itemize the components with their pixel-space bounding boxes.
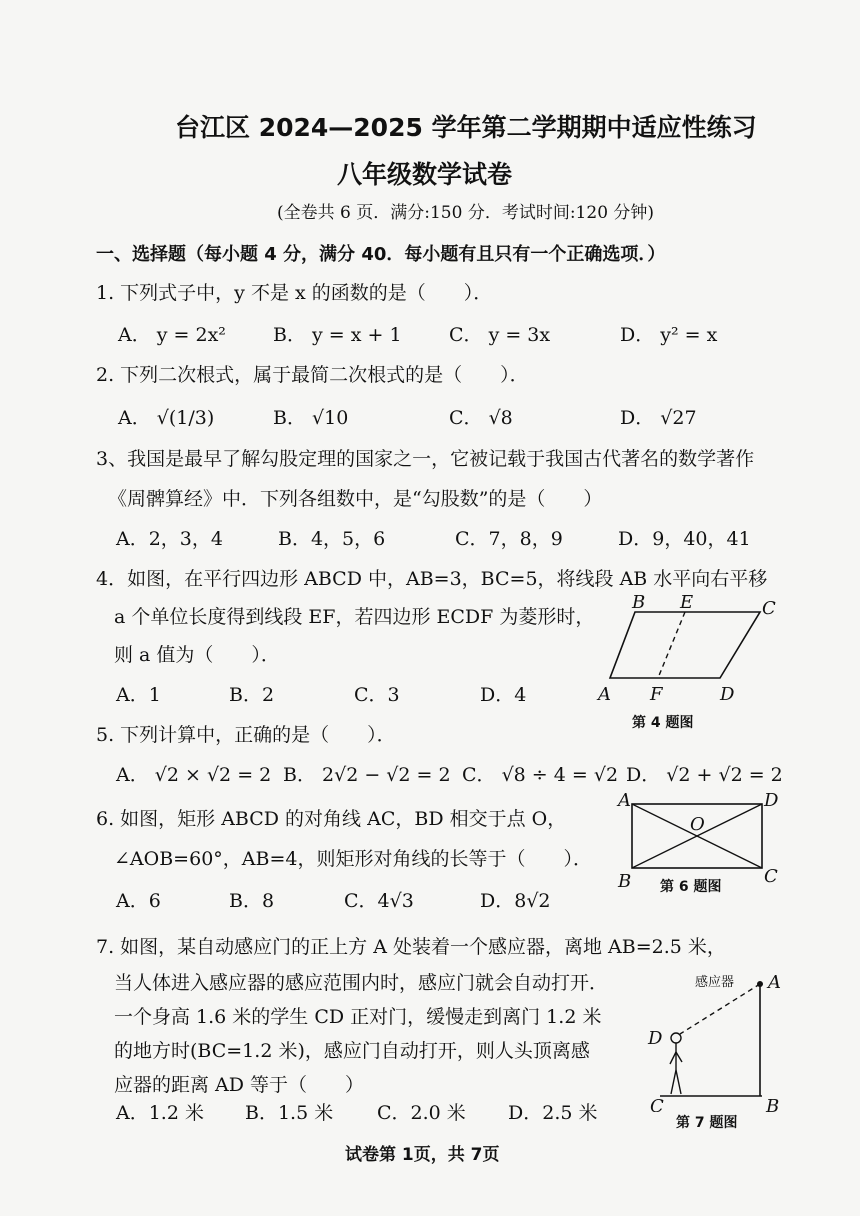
question-4-line2: a 个单位长度得到线段 EF，若四边形 ECDF 为菱形时， bbox=[114, 606, 595, 628]
question-4-line3: 则 a 值为（ ）． bbox=[114, 644, 280, 666]
figure-7-caption: 第 7 题图 bbox=[676, 1115, 738, 1131]
q1-option-d: D． y² = x bbox=[620, 324, 718, 346]
q6-option-a: A．6 bbox=[116, 890, 161, 912]
q1-option-a: A． y = 2x² bbox=[118, 324, 226, 346]
fig7-point-c: C bbox=[650, 1096, 664, 1112]
fig7-point-d: D bbox=[648, 1028, 663, 1049]
question-7-line1: 7. 如图，某自动感应门的正上方 A 处装着一个感应器，离地 AB=2.5 米， bbox=[96, 936, 726, 958]
question-2-stem: 2. 下列二次根式，属于最简二次根式的是（ ）． bbox=[96, 364, 529, 386]
q5-option-c: C． √8 ÷ 4 = √2 bbox=[462, 764, 619, 786]
figure-7-sensor-door bbox=[640, 962, 800, 1112]
question-3-line2: 《周髀算经》中．下列各组数中，是“勾股数”的是（ ） bbox=[108, 488, 603, 510]
question-3-line1: 3、我国是最早了解勾股定理的国家之一，它被记载于我国古代著名的数学著作 bbox=[96, 448, 755, 470]
q5-option-b: B． 2√2 − √2 = 2 bbox=[283, 764, 451, 786]
q1-option-b: B． y = x + 1 bbox=[273, 324, 402, 346]
fig4-point-b: B bbox=[632, 592, 646, 613]
page-footer: 试卷第 1页，共 7页 bbox=[345, 1145, 500, 1165]
exam-note: (全卷共 6 页．满分:150 分．考试时间:120 分钟) bbox=[277, 203, 655, 223]
q3-option-b: B．4，5，6 bbox=[278, 528, 386, 550]
q2-option-a: A． √(1/3) bbox=[118, 407, 215, 429]
figure-4-caption: 第 4 题图 bbox=[632, 715, 694, 731]
person-icon bbox=[670, 1033, 682, 1094]
q4-option-b: B．2 bbox=[229, 684, 275, 706]
exam-subtitle: 八年级数学试卷 bbox=[337, 160, 513, 189]
question-1-stem: 1. 下列式子中，y 不是 x 的函数的是（ ）． bbox=[96, 282, 493, 304]
figure-4-parallelogram bbox=[590, 590, 790, 710]
question-6-line1: 6. 如图，矩形 ABCD 的对角线 AC，BD 相交于点 O， bbox=[96, 808, 567, 830]
question-7-line3: 一个身高 1.6 米的学生 CD 正对门，缓慢走到离门 1.2 米 bbox=[114, 1006, 602, 1028]
fig6-point-o: O bbox=[690, 814, 705, 835]
q6-option-b: B．8 bbox=[229, 890, 275, 912]
q2-option-d: D． √27 bbox=[620, 407, 697, 429]
q7-option-c: C．2.0 米 bbox=[377, 1102, 466, 1124]
q3-option-a: A．2，3，4 bbox=[116, 528, 223, 550]
question-7-line5: 应器的距离 AD 等于（ ） bbox=[114, 1074, 365, 1096]
section-heading: 一、选择题（每小题 4 分，满分 40．每小题有且只有一个正确选项．） bbox=[96, 244, 666, 265]
fig7-sensor-label: 感应器 bbox=[695, 975, 735, 990]
figure-6-caption: 第 6 题图 bbox=[660, 879, 722, 895]
q6-option-c: C．4√3 bbox=[344, 890, 414, 912]
question-5-stem: 5. 下列计算中，正确的是（ ）． bbox=[96, 724, 396, 746]
fig7-point-a: A bbox=[768, 972, 781, 993]
q2-option-b: B． √10 bbox=[273, 407, 349, 429]
q1-option-c: C． y = 3x bbox=[449, 324, 551, 346]
fig4-point-f: F bbox=[650, 684, 663, 705]
q5-option-a: A． √2 × √2 = 2 bbox=[116, 764, 272, 786]
page-title: 台江区 2024—2025 学年第二学期期中适应性练习 bbox=[175, 113, 757, 142]
question-7-line2: 当人体进入感应器的感应范围内时，感应门就会自动打开． bbox=[114, 972, 609, 994]
q7-option-d: D．2.5 米 bbox=[508, 1102, 598, 1124]
fig6-point-a: A bbox=[618, 790, 631, 811]
fig4-point-a: A bbox=[598, 684, 611, 705]
q2-option-c: C． √8 bbox=[449, 407, 513, 429]
question-6-line2: ∠AOB=60°，AB=4，则矩形对角线的长等于（ ）． bbox=[114, 848, 592, 870]
q7-option-a: A．1.2 米 bbox=[116, 1102, 204, 1124]
fig7-point-b: B bbox=[766, 1096, 780, 1112]
figure-6-rectangle bbox=[610, 790, 790, 890]
q7-option-b: B．1.5 米 bbox=[245, 1102, 334, 1124]
q3-option-c: C．7，8，9 bbox=[455, 528, 563, 550]
fig6-point-c: C bbox=[764, 866, 778, 887]
question-4-line1: 4．如图，在平行四边形 ABCD 中，AB=3，BC=5，将线段 AB 水平向右平移 bbox=[96, 568, 768, 590]
q4-option-c: C．3 bbox=[354, 684, 400, 706]
fig6-point-b: B bbox=[618, 871, 632, 890]
q4-option-a: A．1 bbox=[116, 684, 161, 706]
fig4-point-c: C bbox=[762, 598, 776, 619]
q4-option-d: D．4 bbox=[480, 684, 527, 706]
fig4-point-d: D bbox=[720, 684, 735, 705]
question-7-line4: 的地方时(BC=1.2 米)，感应门自动打开，则人头顶离感 bbox=[114, 1040, 590, 1062]
q3-option-d: D．9，40，41 bbox=[618, 528, 751, 550]
fig4-point-e: E bbox=[680, 592, 694, 613]
fig6-point-d: D bbox=[764, 790, 779, 811]
q6-option-d: D．8√2 bbox=[480, 890, 551, 912]
q5-option-d: D． √2 + √2 = 2 bbox=[626, 764, 783, 786]
